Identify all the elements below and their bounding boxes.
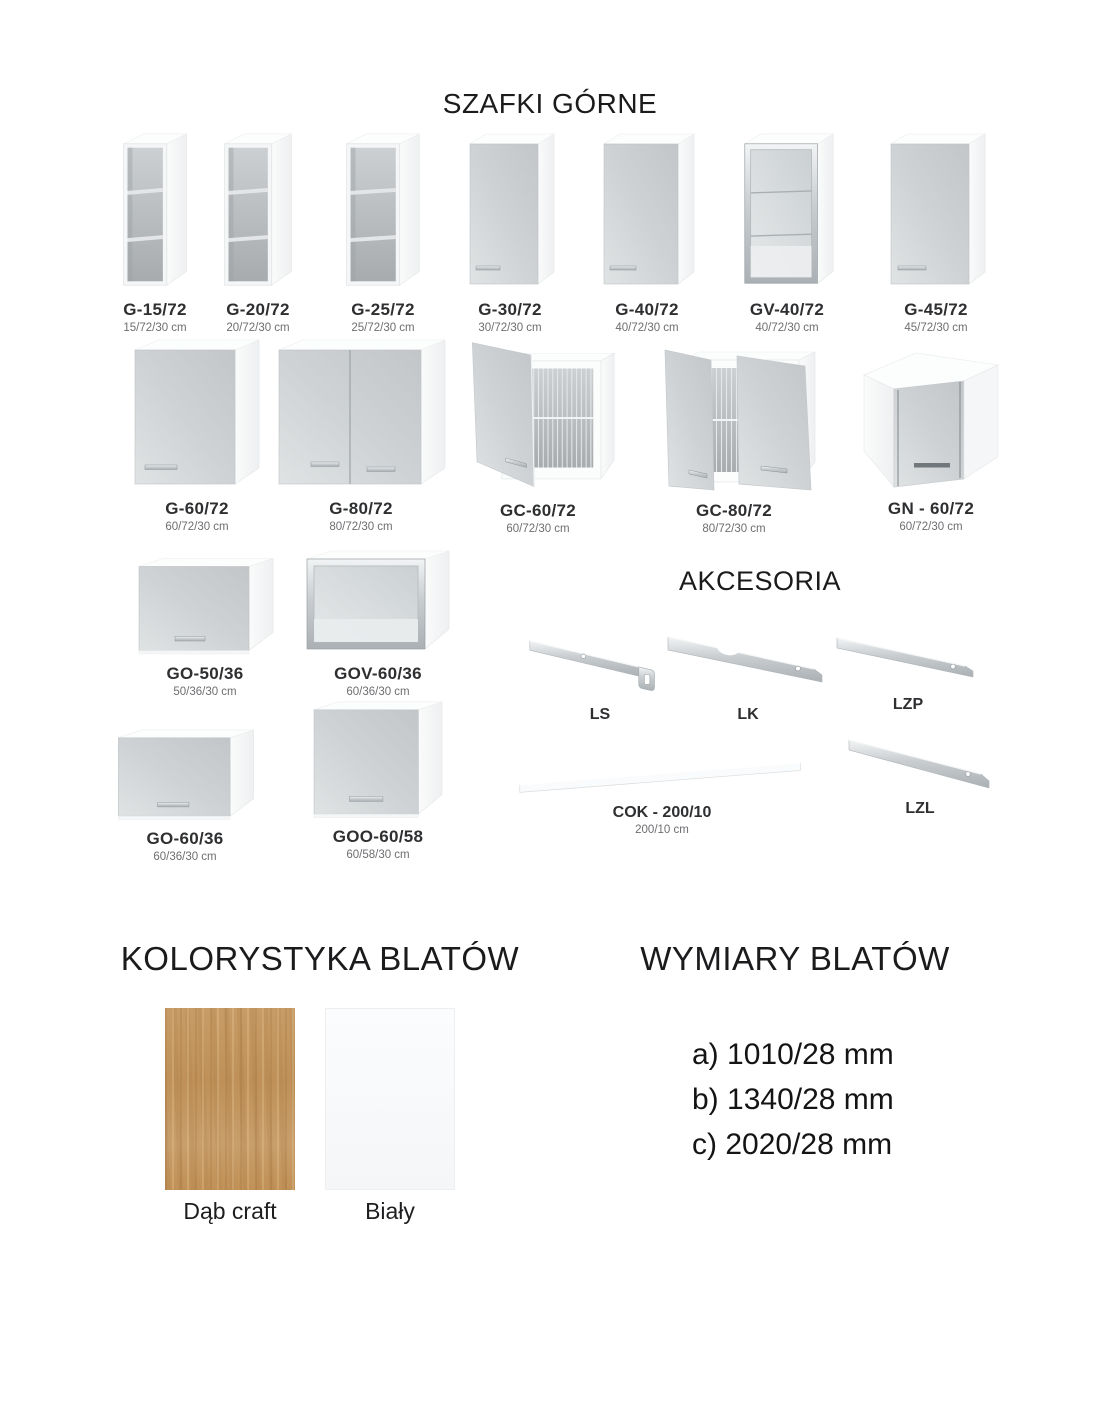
product-name: GO-60/36 — [146, 829, 224, 848]
product-dimensions: 80/72/30 cm — [702, 523, 766, 535]
product-dimensions: 60/58/30 cm — [346, 849, 410, 861]
product-card-g-80-72 — [261, 338, 461, 533]
accessory-dimensions: 200/10 cm — [635, 824, 689, 836]
cabinet-illustration-corner — [856, 338, 1006, 496]
product-card-gn-60-72 — [831, 338, 1031, 533]
accessory-name: LZL — [905, 800, 935, 817]
cabinet-illustration-double-door — [271, 338, 451, 496]
cabinet-illustration-open-shelf — [338, 132, 428, 297]
accessory-name: LS — [589, 706, 611, 723]
cabinet-illustration-single-door — [883, 132, 989, 297]
worktop-swatch-bialy — [325, 1008, 455, 1190]
product-name: G-60/72 — [165, 499, 229, 518]
product-dimensions: 45/72/30 cm — [904, 322, 968, 334]
cabinet-illustration-flap — [109, 728, 261, 826]
product-name: G-25/72 — [351, 300, 415, 319]
cabinet-illustration-flap — [131, 556, 279, 661]
product-name: G-40/72 — [615, 300, 679, 319]
product-card-gov-60-36 — [293, 549, 463, 698]
accessory-illustration-lzp-strip — [833, 634, 983, 692]
product-dimensions: 40/72/30 cm — [755, 322, 819, 334]
swatch-label-dab-craft: Dąb craft — [183, 1198, 277, 1224]
accessory-illustration-lk-strip — [664, 630, 832, 702]
product-card-go-50-36 — [120, 556, 290, 698]
worktop-dimension-item: a) 1010/28 mm — [692, 1038, 894, 1071]
worktop-dimension-list — [692, 1032, 894, 1167]
accessory-card-lzp — [833, 634, 983, 714]
product-dimensions: 60/72/30 cm — [899, 521, 963, 533]
swatch-label-bialy: Biały — [365, 1198, 415, 1224]
section-title-upper-cabinets: SZAFKI GÓRNE — [442, 88, 658, 119]
product-name: GN - 60/72 — [887, 499, 975, 518]
product-card-gv-40-72 — [722, 132, 852, 334]
accessory-name: COK - 200/10 — [612, 804, 712, 821]
accessory-illustration-cok-strip — [509, 758, 815, 800]
product-name: GC-80/72 — [695, 501, 773, 520]
cabinet-illustration-single-door — [596, 132, 698, 297]
cabinet-illustration-open-shelf — [115, 132, 195, 297]
product-dimensions: 80/72/30 cm — [329, 521, 393, 533]
worktop-dimension-item: c) 2020/28 mm — [692, 1128, 893, 1161]
product-card-goo-60-58 — [293, 700, 463, 861]
product-dimensions: 25/72/30 cm — [351, 322, 415, 334]
product-name: G-45/72 — [904, 300, 968, 319]
worktop-dimension-item: b) 1340/28 mm — [692, 1083, 894, 1116]
product-dimensions: 15/72/30 cm — [123, 322, 187, 334]
product-card-g-25-72 — [318, 132, 448, 334]
cabinet-illustration-single-door — [462, 132, 558, 297]
product-card-g-45-72 — [871, 132, 1001, 334]
product-dimensions: 60/36/30 cm — [153, 851, 217, 863]
cabinet-illustration-open-shelf — [216, 132, 300, 297]
accessory-name: LZP — [892, 696, 924, 713]
product-card-g-40-72 — [582, 132, 712, 334]
product-dimensions: 40/72/30 cm — [615, 322, 679, 334]
cabinet-illustration-flap-tall — [305, 700, 451, 824]
cabinet-illustration-glass-door — [736, 132, 838, 297]
cabinet-illustration-single-door-wide — [127, 338, 267, 496]
accessory-card-cok — [509, 758, 815, 836]
accessory-illustration-ls-strip — [520, 630, 680, 702]
accessory-card-lk — [663, 630, 833, 724]
section-title-worktop-colors: KOLORYSTYKA BLATÓW — [120, 940, 520, 977]
cabinet-illustration-open-door-drainer — [456, 338, 621, 498]
product-card-gc-60-72 — [438, 338, 638, 535]
product-dimensions: 30/72/30 cm — [478, 322, 542, 334]
product-name: G-20/72 — [226, 300, 290, 319]
product-dimensions: 60/72/30 cm — [506, 523, 570, 535]
product-dimensions: 20/72/30 cm — [226, 322, 290, 334]
product-card-g-30-72 — [445, 132, 575, 334]
section-title-accessories: AKCESORIA — [678, 566, 842, 596]
accessory-card-ls — [520, 630, 680, 724]
product-name: GC-60/72 — [499, 501, 577, 520]
product-name: GV-40/72 — [749, 300, 825, 319]
worktop-swatch-dab-craft — [165, 1008, 295, 1190]
section-title-worktop-dimensions: WYMIARY BLATÓW — [640, 940, 950, 977]
product-dimensions: 60/36/30 cm — [346, 686, 410, 698]
product-card-go-60-36 — [100, 728, 270, 863]
product-name: G-15/72 — [123, 300, 187, 319]
accessory-card-lzl — [845, 736, 995, 818]
product-name: G-80/72 — [329, 499, 393, 518]
product-name: GO-50/36 — [166, 664, 244, 683]
product-name: GOV-60/36 — [334, 664, 422, 683]
product-dimensions: 60/72/30 cm — [165, 521, 229, 533]
product-name: GOO-60/58 — [332, 827, 424, 846]
product-card-g-20-72 — [193, 132, 323, 334]
accessory-name: LK — [737, 706, 759, 723]
product-name: G-30/72 — [478, 300, 542, 319]
cabinet-illustration-glass-flap — [299, 549, 457, 661]
product-card-gc-80-72 — [634, 338, 834, 535]
cabinet-illustration-double-open-drainer — [639, 338, 829, 498]
accessory-illustration-lzl-strip — [845, 736, 995, 796]
product-dimensions: 50/36/30 cm — [173, 686, 237, 698]
